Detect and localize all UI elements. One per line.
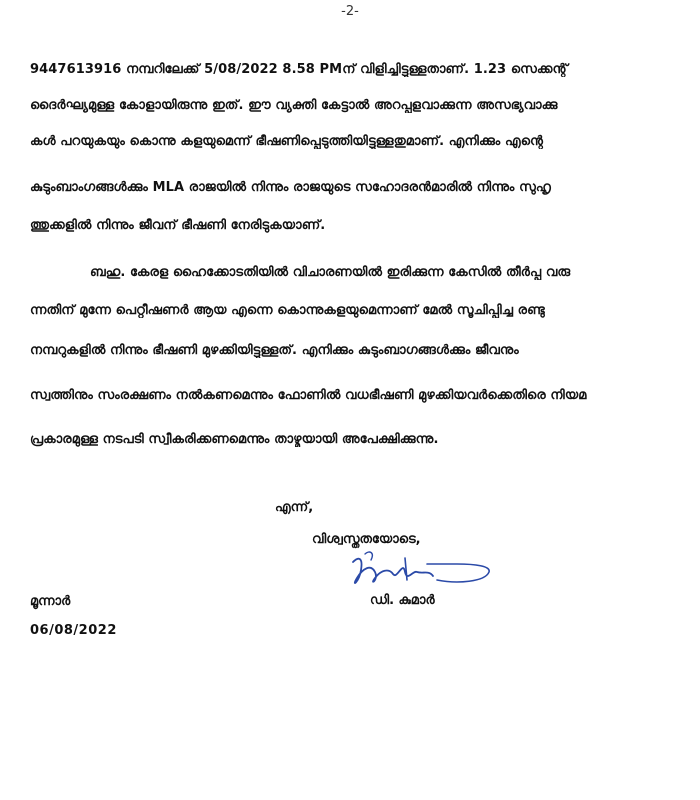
sign-off: വിശ്വസ്തതയോടെ, <box>312 532 421 547</box>
text-line: ന്നതിന് മുന്നേ പെറ്റീഷണർ ആയ എന്നെ കൊന്നുകളയുമെന്നാണ് മേൽ സൂചിപ്പിച്ച രണ്ടു <box>30 303 545 318</box>
signatory-name: ഡി. കുമാർ <box>370 593 435 608</box>
text-line: കുടുംബാംഗങ്ങൾക്കും MLA രാജയിൽ നിന്നും രാജയുടെ സഹോദരൻമാരിൽ നിന്നും സുഹൃ <box>30 180 551 195</box>
text-line: നമ്പറുകളിൽ നിന്നും ഭീഷണി മുഴക്കിയിട്ടുള്ളത്. എനിക്കും കുടുംബാഗങ്ങൾക്കും ജീവനും <box>30 343 519 358</box>
text-line: ത്തുക്കളിൽ നിന്നും ജീവന് ഭീഷണി നേരിടുകയാണ്. <box>30 218 326 233</box>
text-line: 9447613916 നമ്പറിലേക്ക് 5/08/2022 8.58 PMന് വിളിച്ചിട്ടുള്ളതാണ്. 1.23 സെക്കന്റ് <box>30 62 568 77</box>
text-line: ദൈർഘ്യമുള്ള കോളായിരുന്നു ഇത്. ഈ വ്യക്തി കേട്ടാൽ അറപ്പുളവാക്കുന്ന അസഭ്യവാക്കു <box>30 98 558 113</box>
text-line: കൾ പറയുകയും കൊന്നു കളയുമെന്ന് ഭീഷണിപ്പെടുത്തിയിട്ടുള്ളതുമാണ്. എനിക്കും എന്റെ <box>30 134 544 149</box>
text-line: ബഹു. കേരള ഹൈക്കോടതിയിൽ വിചാരണയിൽ ഇരിക്കുന്ന കേസിൽ തീർപ്പു വരു <box>90 265 571 280</box>
text-line: പ്രകാരമുള്ള നടപടി സ്വീകരിക്കണമെന്നും താഴ്മയായി അപേക്ഷിക്കുന്നു. <box>30 432 439 447</box>
signature-image <box>345 548 495 593</box>
date: 06/08/2022 <box>30 623 117 638</box>
salutation: എന്ന്, <box>275 500 314 515</box>
text-line: സ്വത്തിനും സംരക്ഷണം നൽകണമെന്നും ഫോണിൽ വധഭീഷണി മുഴക്കിയവർക്കെതിരെ നിയമ <box>30 388 587 403</box>
page-number: -2- <box>341 4 359 19</box>
place: മൂന്നാർ <box>30 594 71 609</box>
